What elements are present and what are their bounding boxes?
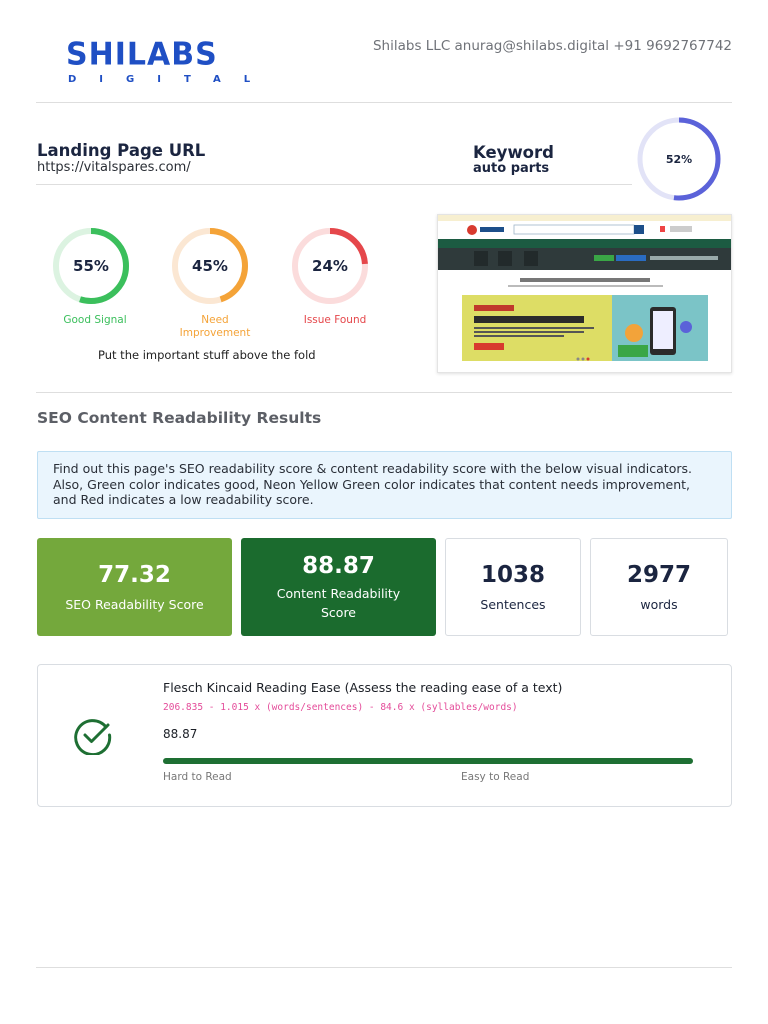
card-words (590, 538, 728, 636)
gauge-need-improvement (169, 227, 251, 305)
flesch-kincaid-box (37, 664, 732, 807)
card-words-value: 2977 (626, 561, 691, 588)
shilabs-logo (66, 36, 274, 86)
gauge-issue-found-caption: Issue Found (303, 314, 367, 326)
logo-sub-text: DIGITAL (68, 74, 274, 85)
gauge-need-improvement-label: 45% (192, 257, 228, 275)
keyword-value: auto parts (473, 161, 550, 176)
keyword-percent: 52% (665, 152, 693, 166)
card-content-readability-value: 88.87 (302, 553, 375, 579)
info-box: Find out this page's SEO readability score & content readability score with the below visual indicators. Also, Green color indicates good, Neon Yellow Green color indicates that content needs improvement, and Red indicates a low readability score. (37, 451, 732, 519)
gauge-good-signal-caption: Good Signal (63, 314, 127, 326)
flesch-hard-label: Hard to Read (163, 771, 232, 783)
section-divider (36, 392, 732, 393)
gauge-issue-found-label: 24% (312, 257, 348, 275)
flesch-title: Flesch Kincaid Reading Ease (Assess the reading ease of a text) (163, 680, 563, 695)
gauge-good-signal-label: 55% (73, 257, 109, 275)
landing-divider (36, 184, 632, 185)
footer-divider (36, 967, 732, 968)
gauge-good-signal (50, 227, 132, 305)
keyword-ring (634, 117, 724, 201)
card-words-label: words (640, 596, 678, 612)
fold-advice: Put the important stuff above the fold (98, 348, 316, 362)
section-title: SEO Content Readability Results (37, 409, 322, 427)
card-sentences (445, 538, 581, 636)
card-content-readability (241, 538, 436, 636)
website-screenshot (437, 214, 732, 373)
card-seo-readability (37, 538, 232, 636)
card-sentences-value: 1038 (480, 561, 545, 588)
card-seo-readability-label: SEO Readability Score (65, 596, 204, 612)
logo-main-text: SHILABS (66, 36, 218, 73)
landing-page-title: Landing Page URL (37, 141, 206, 160)
website-screenshot-image (438, 215, 732, 373)
gauge-need-improvement-caption: Need Improvement (179, 314, 251, 339)
check-circle-icon (73, 715, 113, 759)
flesch-progress-bar (163, 758, 693, 764)
flesch-easy-label: Easy to Read (461, 771, 530, 783)
landing-page-url: https://vitalspares.com/ (37, 160, 191, 175)
gauge-issue-found (289, 227, 371, 305)
card-seo-readability-value: 77.32 (98, 561, 171, 588)
keyword-title: Keyword (473, 143, 554, 162)
header-divider (36, 102, 732, 103)
flesch-formula: 206.835 - 1.015 x (words/sentences) - 84.6 x (syllables/words) (163, 702, 518, 713)
card-sentences-label: Sentences (480, 596, 546, 612)
flesch-score: 88.87 (163, 727, 198, 741)
header-contact: Shilabs LLC anurag@shilabs.digital +91 9692767742 (372, 38, 732, 54)
card-content-readability-label: Content Readability Score (276, 586, 401, 620)
